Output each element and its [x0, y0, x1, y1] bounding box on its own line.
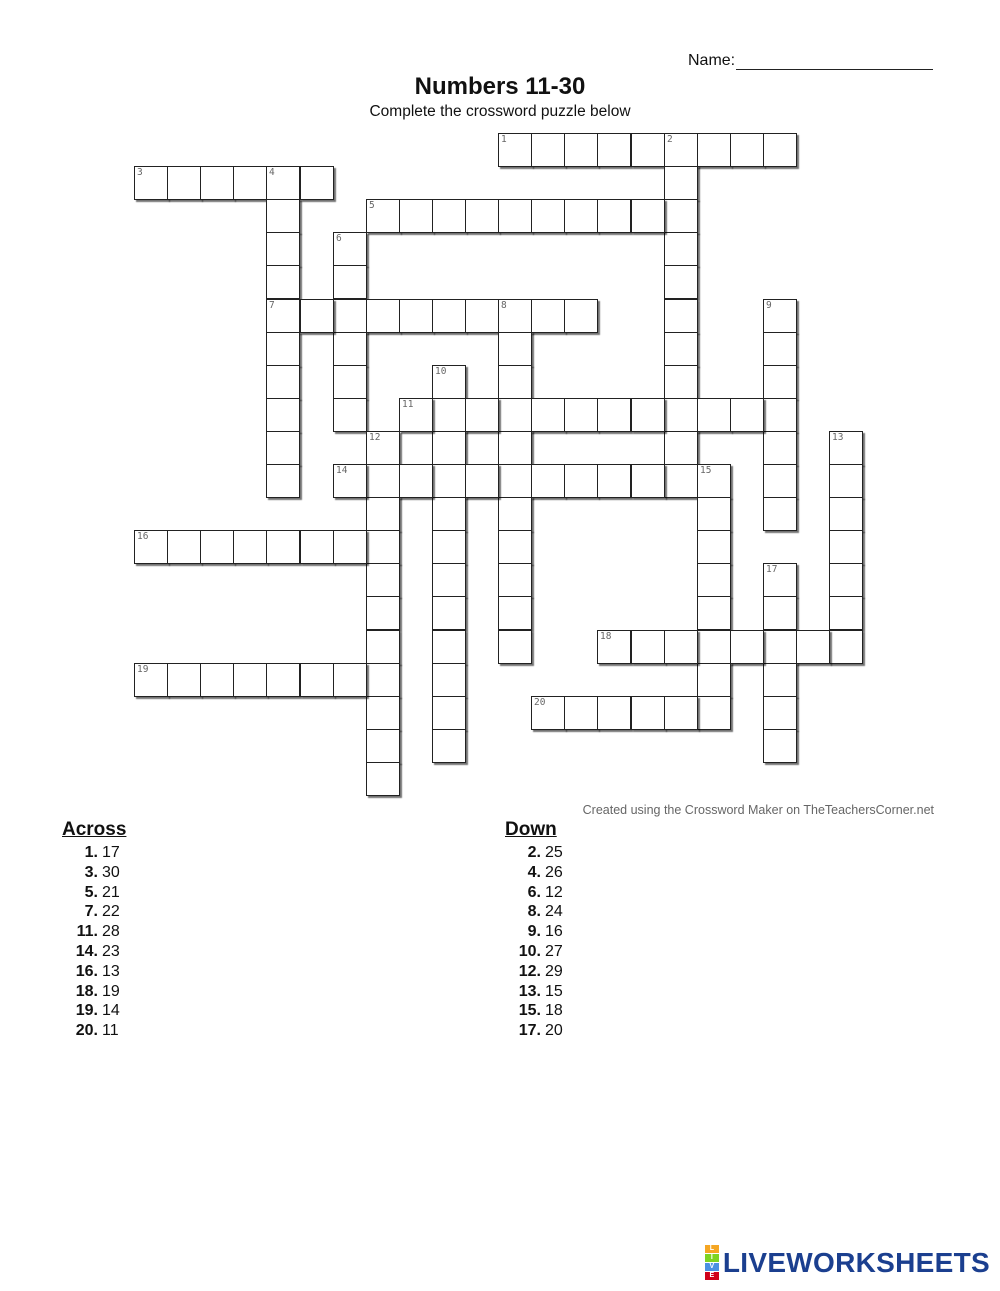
crossword-cell[interactable] — [432, 464, 466, 498]
crossword-cell[interactable] — [763, 696, 797, 730]
crossword-cell[interactable] — [266, 232, 300, 266]
clue-text: 24 — [545, 903, 563, 921]
crossword-cell[interactable] — [465, 299, 499, 333]
crossword-cell[interactable] — [498, 332, 532, 366]
cell-number: 15 — [700, 465, 712, 476]
clue-text: 20 — [545, 1022, 563, 1040]
crossword-cell[interactable] — [763, 729, 797, 763]
across-clue — [62, 922, 126, 942]
clue-number: 17. — [518, 1022, 541, 1040]
across-clue — [62, 1021, 126, 1041]
crossword-cell[interactable] — [631, 133, 665, 167]
crossword-cell[interactable] — [730, 398, 764, 432]
crossword-cell[interactable] — [763, 563, 797, 597]
crossword-cell[interactable] — [333, 398, 367, 432]
cell-number: 7 — [269, 300, 275, 311]
clue-number: 15. — [518, 1002, 541, 1020]
crossword-cell[interactable] — [432, 398, 466, 432]
crossword-cell[interactable] — [697, 630, 731, 664]
crossword-cell[interactable] — [498, 431, 532, 465]
crossword-cell[interactable] — [432, 630, 466, 664]
crossword-cell[interactable] — [498, 365, 532, 399]
crossword-cell[interactable] — [266, 332, 300, 366]
crossword-cell[interactable] — [300, 663, 334, 697]
down-heading: Down — [505, 819, 557, 840]
crossword-cell[interactable] — [597, 398, 631, 432]
clue-text: 25 — [545, 844, 563, 861]
crossword-cell[interactable] — [697, 596, 731, 630]
cell-number: 18 — [600, 631, 612, 642]
crossword-cell[interactable] — [266, 398, 300, 432]
crossword-cell[interactable] — [266, 464, 300, 498]
clue-number: 19. — [75, 1002, 98, 1020]
crossword-cell[interactable] — [399, 464, 433, 498]
down-clue — [505, 1021, 563, 1041]
down-clue — [505, 883, 563, 903]
clue-number: 18. — [75, 982, 98, 1000]
crossword-cell[interactable] — [333, 332, 367, 366]
clue-text: 16 — [545, 923, 563, 941]
across-clues — [62, 819, 126, 1041]
crossword-cell[interactable] — [697, 398, 731, 432]
crossword-cell[interactable] — [233, 166, 267, 200]
crossword-cell[interactable] — [366, 596, 400, 630]
crossword-cell[interactable] — [266, 365, 300, 399]
crossword-cell[interactable] — [498, 398, 532, 432]
crossword-cell[interactable] — [366, 299, 400, 333]
crossword-cell[interactable] — [266, 663, 300, 697]
down-clue — [505, 863, 563, 883]
clue-number: 4. — [527, 863, 541, 881]
crossword-cell[interactable] — [664, 365, 698, 399]
crossword-cell[interactable] — [796, 630, 830, 664]
cell-number: 11 — [402, 399, 414, 410]
crossword-cell[interactable] — [697, 530, 731, 564]
crossword-cell[interactable] — [631, 199, 665, 233]
crossword-cell[interactable] — [763, 431, 797, 465]
down-clue — [505, 922, 563, 942]
across-clue — [62, 902, 126, 922]
crossword-cell[interactable] — [333, 265, 367, 299]
clue-text: 15 — [545, 982, 563, 1000]
crossword-cell[interactable] — [300, 166, 334, 200]
crossword-cell[interactable] — [564, 199, 598, 233]
crossword-cell[interactable] — [763, 133, 797, 167]
crossword-cell[interactable] — [597, 464, 631, 498]
crossword-cell[interactable] — [366, 762, 400, 796]
down-clue — [505, 982, 563, 1002]
crossword-cell[interactable] — [697, 497, 731, 531]
crossword-cell[interactable] — [763, 630, 797, 664]
crossword-cell[interactable] — [432, 696, 466, 730]
crossword-cell[interactable] — [763, 663, 797, 697]
crossword-cell[interactable] — [432, 199, 466, 233]
crossword-cell[interactable] — [333, 663, 367, 697]
crossword-cell[interactable] — [564, 299, 598, 333]
crossword-cell[interactable] — [432, 663, 466, 697]
crossword-cell[interactable] — [200, 166, 234, 200]
clue-text: 23 — [102, 942, 120, 960]
crossword-cell[interactable] — [333, 232, 367, 266]
crossword-cell[interactable] — [697, 563, 731, 597]
crossword-cell[interactable] — [465, 199, 499, 233]
crossword-cell[interactable] — [432, 365, 466, 399]
logo-badge-icon — [705, 1245, 719, 1281]
name-label: Name: — [688, 52, 736, 69]
crossword-cell[interactable] — [333, 464, 367, 498]
crossword-cell[interactable] — [498, 199, 532, 233]
crossword-cell[interactable] — [664, 199, 698, 233]
crossword-cell[interactable] — [531, 398, 565, 432]
crossword-cell[interactable] — [266, 530, 300, 564]
crossword-cell[interactable] — [432, 563, 466, 597]
clue-number: 13. — [518, 982, 541, 1000]
crossword-cell[interactable] — [697, 133, 731, 167]
crossword-cell[interactable] — [399, 398, 433, 432]
cell-number: 13 — [832, 432, 844, 443]
crossword-cell[interactable] — [167, 663, 201, 697]
cell-number: 12 — [369, 432, 381, 443]
crossword-cell[interactable] — [200, 530, 234, 564]
logo-badge-letter: I — [705, 1254, 719, 1262]
clue-text: 26 — [545, 863, 563, 881]
crossword-cell[interactable] — [763, 497, 797, 531]
clue-text: 27 — [545, 942, 563, 960]
crossword-cell[interactable] — [664, 398, 698, 432]
clue-number: 11. — [76, 923, 98, 941]
clue-text: 17 — [102, 844, 120, 861]
across-heading: Across — [62, 819, 127, 840]
crossword-cell[interactable] — [366, 563, 400, 597]
crossword-cell[interactable] — [531, 199, 565, 233]
crossword-cell[interactable] — [366, 530, 400, 564]
clue-number: 16. — [75, 962, 98, 980]
crossword-cell[interactable] — [233, 663, 267, 697]
across-clue — [62, 982, 126, 1002]
across-clue — [62, 863, 126, 883]
cell-number: 14 — [336, 465, 348, 476]
across-clue — [62, 843, 126, 863]
across-clue — [62, 883, 126, 903]
crossword-cell[interactable] — [531, 299, 565, 333]
crossword-cell[interactable] — [432, 299, 466, 333]
page-title: Numbers 11-30 — [414, 73, 586, 100]
clue-number: 6. — [527, 883, 541, 901]
crossword-cell[interactable] — [730, 630, 764, 664]
down-clue — [505, 843, 563, 863]
crossword-cell[interactable] — [631, 630, 665, 664]
crossword-cell[interactable] — [829, 497, 863, 531]
crossword-cell[interactable] — [498, 497, 532, 531]
crossword-cell[interactable] — [333, 299, 367, 333]
crossword-cell[interactable] — [333, 365, 367, 399]
crossword-cell[interactable] — [664, 332, 698, 366]
cell-number: 9 — [766, 300, 772, 311]
crossword-cell[interactable] — [498, 630, 532, 664]
crossword-cell[interactable] — [829, 464, 863, 498]
crossword-cell[interactable] — [300, 299, 334, 333]
crossword-cell[interactable] — [498, 133, 532, 167]
clue-number: 2. — [527, 844, 541, 861]
logo-badge-letter: L — [705, 1245, 719, 1253]
crossword-cell[interactable] — [498, 563, 532, 597]
across-clue — [62, 1001, 126, 1021]
crossword-cell[interactable] — [829, 530, 863, 564]
crossword-cell[interactable] — [167, 530, 201, 564]
crossword-cell[interactable] — [564, 133, 598, 167]
crossword-cell[interactable] — [498, 596, 532, 630]
cell-number: 16 — [137, 531, 149, 542]
crossword-cell[interactable] — [432, 596, 466, 630]
clue-number: 8. — [527, 903, 541, 921]
down-clue — [505, 962, 563, 982]
crossword-cell[interactable] — [763, 464, 797, 498]
crossword-cell[interactable] — [763, 365, 797, 399]
crossword-cell[interactable] — [465, 464, 499, 498]
across-clue — [62, 942, 126, 962]
cell-number: 19 — [137, 664, 149, 675]
crossword-cell[interactable] — [763, 596, 797, 630]
crossword-cell[interactable] — [432, 530, 466, 564]
clue-number: 1. — [84, 844, 98, 861]
crossword-cell[interactable] — [233, 530, 267, 564]
crossword-cell[interactable] — [266, 199, 300, 233]
crossword-cell[interactable] — [597, 199, 631, 233]
clue-text: 11 — [102, 1022, 119, 1040]
crossword-cell[interactable] — [366, 431, 400, 465]
crossword-cell[interactable] — [697, 464, 731, 498]
down-clues — [505, 819, 563, 1041]
liveworksheets-logo — [705, 1245, 990, 1281]
crossword-cell[interactable] — [564, 464, 598, 498]
down-clue — [505, 902, 563, 922]
clue-number: 10. — [518, 942, 541, 960]
crossword-cell[interactable] — [664, 696, 698, 730]
clue-text: 22 — [102, 903, 120, 921]
crossword-cell[interactable] — [498, 464, 532, 498]
across-clue — [62, 962, 126, 982]
crossword-cell[interactable] — [300, 530, 334, 564]
crossword-cell[interactable] — [829, 563, 863, 597]
crossword-cell[interactable] — [399, 299, 433, 333]
crossword-cell[interactable] — [664, 464, 698, 498]
crossword-cell[interactable] — [134, 663, 168, 697]
crossword-cell[interactable] — [829, 596, 863, 630]
crossword-cell[interactable] — [664, 299, 698, 333]
clue-text: 18 — [545, 1002, 563, 1020]
crossword-cell[interactable] — [366, 663, 400, 697]
cell-number: 17 — [766, 564, 778, 575]
crossword-cell[interactable] — [564, 696, 598, 730]
cell-number: 5 — [369, 200, 375, 211]
crossword-cell[interactable] — [730, 133, 764, 167]
cell-number: 6 — [336, 233, 342, 244]
crossword-cell[interactable] — [531, 133, 565, 167]
cell-number: 8 — [501, 300, 507, 311]
crossword-cell[interactable] — [465, 398, 499, 432]
crossword-cell[interactable] — [498, 299, 532, 333]
crossword-cell[interactable] — [631, 398, 665, 432]
crossword-cell[interactable] — [266, 265, 300, 299]
crossword-cell[interactable] — [829, 431, 863, 465]
crossword-cell[interactable] — [134, 530, 168, 564]
crossword-cell[interactable] — [697, 696, 731, 730]
clue-text: 14 — [102, 1002, 120, 1020]
crossword-cell[interactable] — [432, 431, 466, 465]
crossword-cell[interactable] — [664, 133, 698, 167]
crossword-cell[interactable] — [266, 166, 300, 200]
cell-number: 1 — [501, 134, 507, 145]
clue-text: 29 — [545, 962, 563, 980]
down-clue — [505, 942, 563, 962]
clue-number: 20. — [75, 1022, 98, 1040]
cell-number: 4 — [269, 167, 275, 178]
clue-text: 13 — [102, 962, 120, 980]
crossword-cell[interactable] — [664, 265, 698, 299]
clue-text: 21 — [102, 883, 120, 901]
logo-badge-letter: E — [705, 1272, 719, 1280]
crossword-cell[interactable] — [432, 729, 466, 763]
crossword-cell[interactable] — [366, 696, 400, 730]
clue-text: 12 — [545, 883, 563, 901]
clue-number: 3. — [84, 863, 98, 881]
crossword-cell[interactable] — [631, 696, 665, 730]
crossword-cell[interactable] — [763, 398, 797, 432]
clue-text: 30 — [102, 863, 120, 881]
clue-number: 14. — [75, 942, 98, 960]
crossword-cell[interactable] — [366, 464, 400, 498]
clue-text: 19 — [102, 982, 120, 1000]
crossword-cell[interactable] — [366, 729, 400, 763]
crossword-cell[interactable] — [366, 497, 400, 531]
crossword-cell[interactable] — [664, 431, 698, 465]
crossword-cell[interactable] — [631, 464, 665, 498]
crossword-cell[interactable] — [564, 398, 598, 432]
cell-number: 20 — [534, 697, 546, 708]
crossword-cell[interactable] — [266, 299, 300, 333]
crossword-cell[interactable] — [432, 497, 466, 531]
crossword-cell[interactable] — [134, 166, 168, 200]
logo-badge-letter: V — [705, 1263, 719, 1271]
clue-number: 5. — [84, 883, 98, 901]
page-subtitle: Complete the crossword puzzle below — [369, 103, 631, 120]
crossword-cell[interactable] — [664, 232, 698, 266]
crossword-cell[interactable] — [763, 299, 797, 333]
logo-text: LIVEWORKSHEETS — [722, 1247, 990, 1278]
cell-number: 2 — [667, 134, 673, 145]
crossword-cell[interactable] — [531, 696, 565, 730]
crossword-cell[interactable] — [664, 630, 698, 664]
clue-number: 12. — [518, 962, 541, 980]
down-clue — [505, 1001, 563, 1021]
crossword-cell[interactable] — [200, 663, 234, 697]
credit-text: Created using the Crossword Maker on TheTeachersCorner.net — [582, 803, 934, 817]
crossword-cell[interactable] — [531, 464, 565, 498]
crossword-cell[interactable] — [333, 530, 367, 564]
crossword-cell[interactable] — [597, 630, 631, 664]
crossword-cell[interactable] — [829, 630, 863, 664]
crossword-cell[interactable] — [366, 630, 400, 664]
crossword-cell[interactable] — [167, 166, 201, 200]
clue-number: 7. — [84, 903, 98, 921]
crossword-cell[interactable] — [664, 166, 698, 200]
cell-number: 10 — [435, 366, 447, 377]
clue-number: 9. — [527, 923, 541, 941]
crossword-cell[interactable] — [399, 199, 433, 233]
crossword-cell[interactable] — [266, 431, 300, 465]
cell-number: 3 — [137, 167, 143, 178]
crossword-cell[interactable] — [498, 530, 532, 564]
crossword-cell[interactable] — [366, 199, 400, 233]
crossword-cell[interactable] — [597, 696, 631, 730]
crossword-cell[interactable] — [697, 663, 731, 697]
clue-text: 28 — [102, 923, 120, 941]
crossword-cell[interactable] — [763, 332, 797, 366]
crossword-cell[interactable] — [597, 133, 631, 167]
